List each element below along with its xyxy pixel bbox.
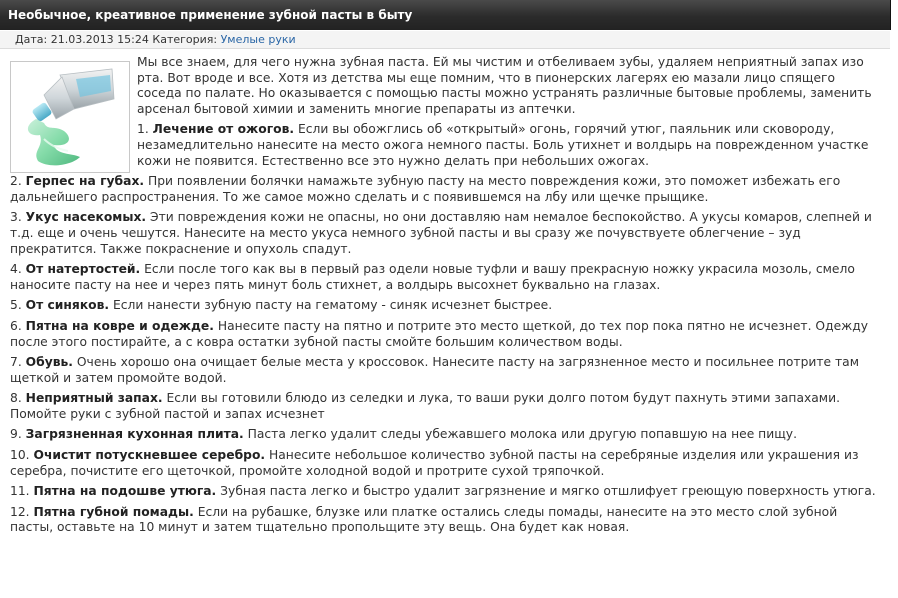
article-item xyxy=(10,448,878,479)
article-item xyxy=(10,174,878,205)
item-number: 12. xyxy=(10,504,30,519)
item-number: 2. xyxy=(10,174,22,189)
item-number: 5. xyxy=(10,298,22,313)
item-title: От натертостей. xyxy=(25,262,141,277)
article-intro: Мы все знаем, для чего нужна зубная паста. Ей мы чистим и отбеливаем зубы, удаляем неприятный запах изо рта. Вот вроде и все. Хотя из детства мы еще помним, что в пионерских лагерях ею мазали лицо спящего соседа по палате. Но оказывается с помощью пасты можно устранять различные бытовые проблемы, заменить арсенал бытовой химии и заменить многие препараты из аптечки. xyxy=(137,55,872,116)
item-title: Обувь. xyxy=(25,355,73,370)
article-header xyxy=(0,0,891,30)
article-title: Необычное, креативное применение зубной пасты в быту xyxy=(8,8,413,22)
category-label: Категория: xyxy=(152,33,218,46)
item-number: 7. xyxy=(10,355,22,370)
item-title: Очистит потускневшее серебро. xyxy=(33,448,266,463)
item-text: Зубная паста легко и быстро удалит загрязнение и мягко отшлифует греющую поверхность утюга. xyxy=(220,484,876,499)
item-number: 10. xyxy=(10,448,30,463)
item-number: 9. xyxy=(10,427,22,442)
article-item xyxy=(10,391,878,422)
article-body xyxy=(10,55,878,536)
item-text: Если на рубашке, блузке или платке остались следы помады, нанесите на это место слой зубной пасты, оставьте на 10 минут и затем тщательно пропольщите эту вещь. Она будет как новая. xyxy=(10,504,838,535)
item-title: От синяков. xyxy=(25,298,110,313)
article-item xyxy=(10,505,878,536)
item-text: Нанесите небольшое количество зубной пасты на серебряные изделия или украшения из серебра, почистите его щеточкой, промойте холодной водой и протрите сухой тряпочкой. xyxy=(10,448,859,478)
article-item xyxy=(10,298,878,314)
item-text: Если нанести зубную пасту на гематому - синяк исчезнет быстрее. xyxy=(112,298,553,313)
item-title: Пятна на подошве утюга. xyxy=(33,484,217,499)
article-item xyxy=(10,210,878,257)
item-text: Эти повреждения кожи не опасны, но они доставляю нам немалое беспокойство. А укусы комаров, слепней и т.д. еще и очень чешутся. Нанесите на место укуса немного зубной пасты и вы сразу же почувствуете облегчение – зуд прекратится. Также покраснение и опухоль спадут. xyxy=(10,210,872,256)
item-title: Неприятный запах. xyxy=(25,391,163,406)
item-number: 3. xyxy=(10,210,22,225)
article-item xyxy=(10,355,878,386)
item-text: Если вы обожглись об «открытый» огонь, горячий утюг, паяльник или сковороду, незамедлительно нанесите на место ожога немного пасты. Боль утихнет и волдырь на поврежденном участке кожи не появится. Естественно все это нужно делать при небольших ожогах. xyxy=(137,122,869,168)
article-item xyxy=(10,319,878,350)
item-text: Очень хорошо она очищает белые места у кроссовок. Нанесите пасту на загрязненное место и посильнее потрите там щеткой и затем промойте водой. xyxy=(10,355,859,385)
item-title: Пятна губной помады. xyxy=(33,504,194,519)
category-link[interactable]: Умелые руки xyxy=(220,33,296,46)
article-item xyxy=(10,262,878,293)
item-title: Пятна на ковре и одежде. xyxy=(25,318,214,333)
item-number: 1. xyxy=(137,122,149,137)
article-items xyxy=(10,122,878,536)
item-number: 11. xyxy=(10,484,30,499)
article-item xyxy=(10,427,878,443)
article-item xyxy=(137,122,878,169)
item-title: Герпес на губах. xyxy=(25,174,145,189)
item-text: Если вы готовили блюдо из селедки и лука, то ваши руки долго потом будут пахнуть этими запахами. Помойте руки с зубной пастой и запах исчезнет xyxy=(10,391,840,421)
item-number: 4. xyxy=(10,262,22,277)
item-text: Паста легко удалит следы убежавшего молока или другую попавшую на нее пищу. xyxy=(247,427,797,442)
date-value: 21.03.2013 15:24 xyxy=(50,33,149,46)
item-title: Лечение от ожогов. xyxy=(152,122,295,137)
date-label: Дата: xyxy=(15,33,48,46)
article-item xyxy=(10,484,878,500)
item-number: 8. xyxy=(10,391,22,406)
item-title: Загрязненная кухонная плита. xyxy=(25,427,244,442)
item-text: Если после того как вы в первый раз одели новые туфли и вашу прекрасную ножку украсила мозоль, смело наносите пасту на нее и через пять минут боль стихнет, а волдырь высохнет буквально на глазах. xyxy=(10,262,855,292)
item-title: Укус насекомых. xyxy=(25,210,147,225)
article-meta xyxy=(0,31,890,49)
item-text: При появлении болячки намажьте зубную пасту на место повреждения кожи, это поможет избежать его дальнейшего распространения. То же самое можно сделать и с появившемся на лбу или щечке прыщике. xyxy=(10,174,841,204)
item-text: Нанесите пасту на пятно и потрите это место щеткой, до тех пор пока пятно не исчезнет. Одежду после этого постирайте, а с ковра остатки зубной пасты смойте большим количеством воды. xyxy=(10,318,868,349)
item-number: 6. xyxy=(10,318,22,333)
